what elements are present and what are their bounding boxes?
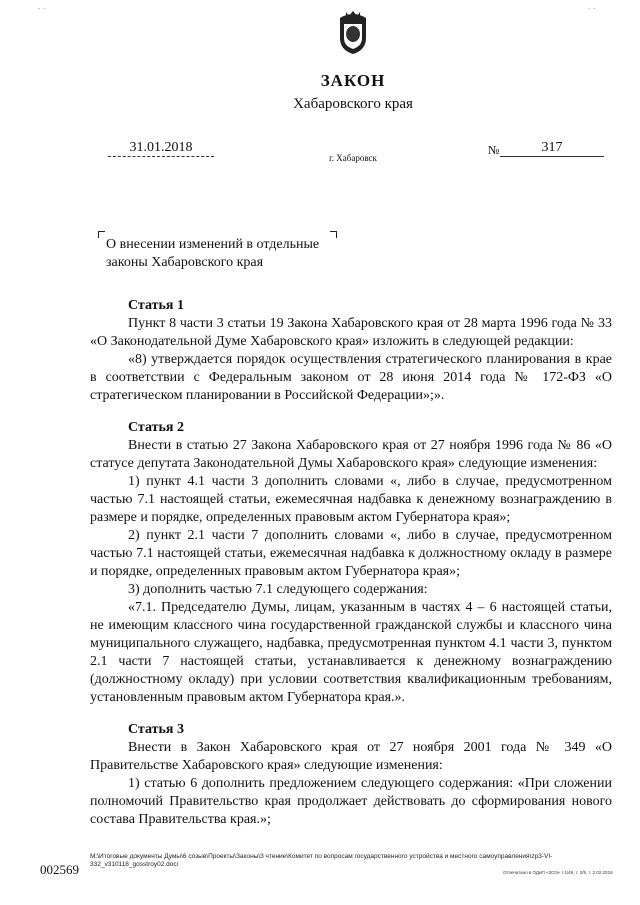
document-subject <box>106 236 319 272</box>
subject-line: законы Хабаровского края <box>106 255 264 270</box>
document-body <box>90 297 612 829</box>
document-subtitle: Хабаровского края <box>293 96 413 112</box>
coat-of-arms-emblem <box>334 8 372 56</box>
corner-mark: - - <box>38 6 47 12</box>
bracket-right <box>330 231 337 238</box>
article-paragraph: 1) статью 6 дополнить предложением следующего содержания: «При сложении полномочий Правительство края продолжает действовать до сформирования нового состава Правительства края.»; <box>90 776 612 827</box>
article-paragraph: 1) пункт 4.1 части 3 дополнить словами «, либо в случае, предусмотренном частью 7.1 настоящей статьи, ежемесячная надбавка к денежному вознаграждению в размере и порядке, определенных правовым актом Губернатора края»; <box>90 474 612 525</box>
article-paragraph: 3) дополнить частью 7.1 следующего содержания: <box>128 582 428 597</box>
article-paragraph: Пункт 8 части 3 статьи 19 Закона Хабаровского края от 28 марта 1996 года № 33 «О Законодательной Думе Хабаровского края» изложить в следующей редакции: <box>90 316 612 349</box>
article-paragraph: 2) пункт 2.1 части 7 дополнить словами «, либо в случае, предусмотренном частью 7.1 настоящей статьи, ежемесячная надбавка к должностному окладу в размере и порядке, определенных правовым актом Губернатора края»; <box>90 528 612 579</box>
footer-file-path: М:\Итоговые документы Думы\6 созыв\Проекты\Законы\3 чтение\Комитет по вопросам государственного устройства и местного самоуправления\zp3-VI-332_v310118_gosstroy02.doc/ <box>90 853 553 868</box>
article-heading: Статья 1 <box>128 298 184 313</box>
footer-doc-id: 002569 <box>40 862 79 877</box>
article-paragraph: «8) утверждается порядок осуществления стратегического планирования в крае в соответствии с Федеральным законом от 28 июня 2014 года № 172-ФЗ «О стратегическом планировании в Российской Федерации»;». <box>90 352 612 403</box>
number-label: № <box>488 143 500 157</box>
footer-print-note: Отпечатано в ОДиП «ЗОЭ» т.1/49, т. 2/9, т. 2.02.2018 <box>503 870 613 875</box>
bracket-left <box>98 231 105 238</box>
article-heading: Статья 3 <box>128 722 184 737</box>
article-paragraph: Внести в Закон Хабаровского края от 27 ноября 2001 года № 349 «О Правительстве Хабаровского края» следующие изменения: <box>90 740 612 773</box>
city: г. Хабаровск <box>329 153 377 163</box>
subject-line: О внесении изменений в отдельные <box>106 237 320 252</box>
document-date: 31.01.2018 <box>108 140 214 157</box>
document-title: ЗАКОН <box>320 71 386 90</box>
article-paragraph: «7.1. Председателю Думы, лицам, указанным в частях 4 – 6 настоящей статьи, не имеющим классного чина государственной гражданской службы и классного чина муниципального служащего, надбавка, предусмотренная пунктом 4.1 части 3, пунктом 2.1 части 7 настоящей статьи, устанавливается к денежному вознаграждению (должностному окладу) при условии соответствия квалификационным требованиям, установленным правовым актом Губернатора края.». <box>90 600 612 705</box>
document-number: 317 <box>500 140 604 157</box>
article-paragraph: Внести в статью 27 Закона Хабаровского края от 27 ноября 1996 года № 86 «О статусе депутата Законодательной Думы Хабаровского края» следующие изменения: <box>90 438 612 471</box>
corner-mark: - - <box>588 6 597 12</box>
article-heading: Статья 2 <box>128 420 184 435</box>
